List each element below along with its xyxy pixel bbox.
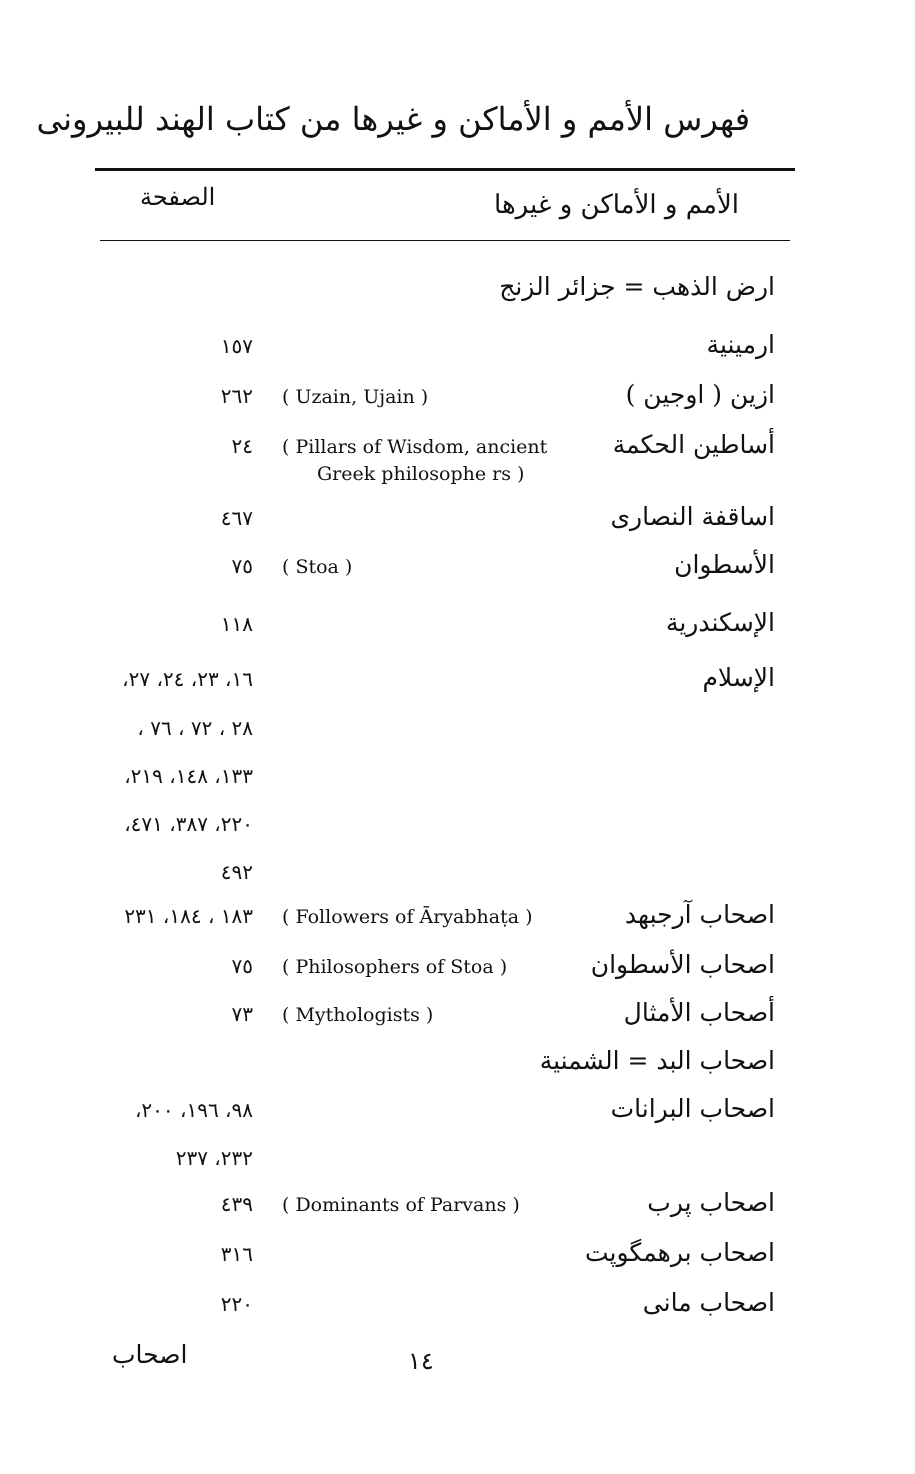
page-number: ١٤ — [408, 1347, 434, 1375]
entry-arabic-name: ازين ( اوجين ) — [625, 380, 775, 409]
entry-page-refs: ٤٣٩ — [220, 1192, 253, 1216]
entry-english-line1: ( Pillars of Wisdom, ancient — [282, 436, 548, 458]
index-entry — [0, 430, 915, 485]
entry-english-line1: ( Dominants of Parvans ) — [282, 1194, 520, 1216]
entry-arabic-name: اصحاب آرجبهد — [624, 900, 775, 929]
entry-page-refs: ٧٥ — [231, 954, 253, 978]
entry-arabic-name: أساطين الحكمة — [612, 430, 775, 459]
index-entry — [0, 663, 915, 711]
entry-english-gloss — [282, 1002, 433, 1029]
index-entry — [0, 998, 915, 1046]
entry-page-refs: ١٨٣ ، ١٨٤، ٢٣١ — [124, 904, 253, 928]
entry-english-line1: ( Followers of Āryabhaṭa ) — [282, 906, 533, 928]
entry-english-gloss — [282, 1192, 520, 1219]
entry-page-refs: ٤٩٢ — [220, 860, 253, 884]
entry-page-refs: ١٦، ٢٣، ٢٤، ٢٧، — [122, 667, 253, 691]
entry-arabic-name: أصحاب الأمثال — [623, 998, 775, 1027]
entry-arabic-name: الإسكندرية — [665, 608, 775, 637]
entry-arabic-name: ارض الذهب = جزائر الزنج — [499, 272, 775, 301]
entry-page-refs: ٧٣ — [231, 1002, 253, 1026]
index-entry — [0, 856, 915, 904]
index-entry — [0, 380, 915, 428]
index-entry — [0, 608, 915, 656]
index-entry — [0, 1188, 915, 1236]
entry-arabic-name: اصحاب برهمگوپت — [584, 1238, 775, 1267]
index-entry — [0, 950, 915, 998]
index-entry — [0, 808, 915, 856]
entry-english-gloss — [282, 954, 507, 981]
entry-arabic-name: اصحاب البرانات — [610, 1094, 775, 1123]
index-entry — [0, 1238, 915, 1286]
index-entry — [0, 760, 915, 808]
index-entry — [0, 1094, 915, 1142]
top-rule — [95, 168, 795, 171]
entry-english-line1: ( Mythologists ) — [282, 1004, 434, 1026]
entry-arabic-name: ارمينية — [706, 330, 775, 359]
catchword: اصحاب — [112, 1340, 188, 1369]
entry-english-gloss — [282, 554, 352, 581]
entry-arabic-name: اصحاب مانى — [642, 1288, 775, 1317]
entry-arabic-name: الإسلام — [702, 663, 775, 692]
index-entry — [0, 900, 915, 948]
index-entry — [0, 1142, 915, 1190]
entry-english-gloss — [282, 384, 428, 411]
column-header-names: الأمم و الأماكن و غيرها — [494, 190, 739, 220]
entry-arabic-name: اصحاب الأسطوان — [590, 950, 775, 979]
entry-english-line2: Greek philosophe rs ) — [317, 463, 525, 485]
entry-page-refs: ٢٢٠، ٣٨٧، ٤٧١، — [124, 812, 253, 836]
entry-page-refs: ١٣٣، ١٤٨، ٢١٩، — [124, 764, 253, 788]
entry-page-refs: ١٥٧ — [220, 334, 253, 358]
entry-page-refs: ٢٦٢ — [220, 384, 253, 408]
page-title: فهرس الأمم و الأماكن و غيرها من كتاب الهند للبيرونى — [36, 100, 750, 138]
entry-page-refs: ٢٤ — [231, 434, 253, 458]
entry-page-refs: ٧٥ — [231, 554, 253, 578]
entry-arabic-name: اساقفة النصارى — [610, 502, 775, 531]
index-entry — [0, 712, 915, 760]
entry-page-refs: ٢٢٠ — [220, 1292, 253, 1316]
index-entry — [0, 1046, 915, 1094]
index-entry — [0, 1288, 915, 1336]
entry-page-refs: ١١٨ — [220, 612, 253, 636]
entry-page-refs: ٣١٦ — [220, 1242, 253, 1266]
entry-page-refs: ٤٦٧ — [220, 506, 253, 530]
index-entry — [0, 550, 915, 598]
entry-page-refs: ٢٣٢، ٢٣٧ — [175, 1146, 253, 1170]
index-entry — [0, 330, 915, 378]
entry-arabic-name: اصحاب البد = الشمنية — [539, 1046, 775, 1075]
index-entry — [0, 502, 915, 550]
entry-arabic-name: الأسطوان — [674, 550, 775, 579]
header-rule — [100, 240, 790, 241]
entry-english-line1: ( Stoa ) — [282, 556, 353, 578]
entry-english-gloss — [282, 434, 547, 488]
entry-page-refs: ٩٨، ١٩٦، ٢٠٠، — [134, 1098, 253, 1122]
entry-english-line1: ( Uzain, Ujain ) — [282, 386, 429, 408]
index-entry — [0, 272, 915, 320]
entry-english-line1: ( Philosophers of Stoa ) — [282, 956, 508, 978]
entry-english-gloss — [282, 904, 533, 931]
entry-arabic-name: اصحاب پرب — [647, 1188, 775, 1217]
entry-page-refs: ٢٨ ، ٧٢ ، ٧٦ ، — [137, 716, 253, 740]
column-header-page: الصفحة — [140, 183, 216, 211]
